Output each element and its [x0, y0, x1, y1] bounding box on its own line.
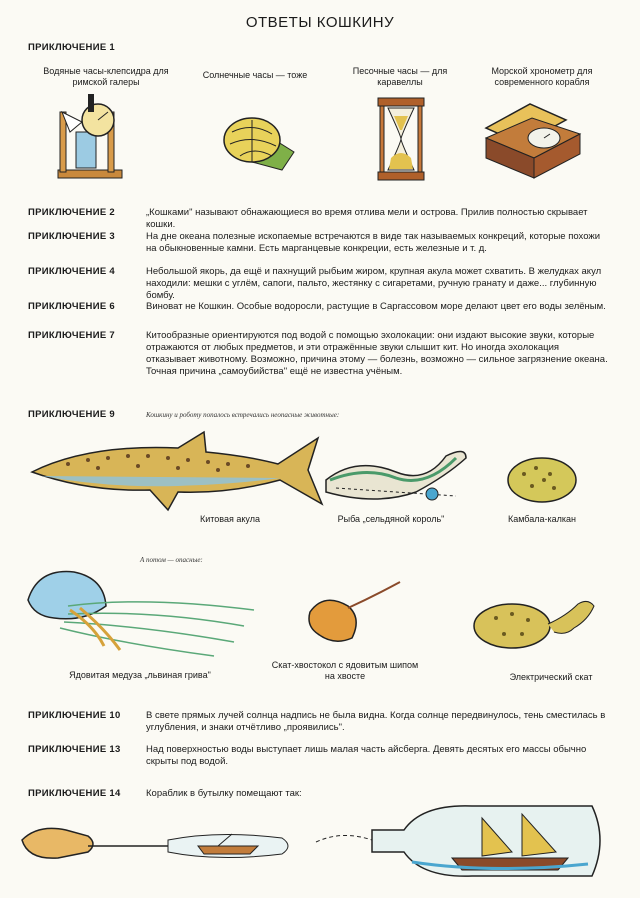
adventure-3-label: ПРИКЛЮЧЕНИЕ 3	[28, 231, 115, 242]
adventure-4-text: Небольшой якорь, да ещё и пахнущий рыбьим жиром, крупная акула может схватить. В желудках акул находили: мешки с углём, сапоги, пальто, жестянку с сигаретами, ручную гранату и даже... глубинную бомбу.	[146, 266, 602, 301]
oarfish-icon	[316, 436, 472, 508]
caption-electric-ray: Электрический скат	[509, 672, 593, 682]
adventure-2-label: ПРИКЛЮЧЕНИЕ 2	[28, 207, 115, 218]
caption-sundial: Солнечные часы — тоже	[202, 70, 308, 80]
adventure-9-label: ПРИКЛЮЧЕНИЕ 9	[28, 409, 115, 420]
caption-stingray: Скат-хвостокол с ядовитым шипом на хвосте	[271, 660, 419, 681]
caption-chronometer: Морской хронометр для современного корабля	[491, 66, 593, 87]
caption-water-clock: Водяные часы-клепсидра для римской галеры	[43, 66, 169, 87]
adventure-10-label: ПРИКЛЮЧЕНИЕ 10	[28, 710, 121, 721]
caption-hourglass: Песочные часы — для каравеллы	[352, 66, 448, 87]
electric-ray-icon	[470, 590, 600, 660]
caption-turbot: Камбала-калкан	[507, 514, 577, 524]
caption-oarfish: Рыба „сельдяной король"	[337, 514, 445, 524]
jellyfish-icon	[24, 566, 260, 662]
hand-with-ship-icon	[18, 816, 298, 876]
adventure-14-label: ПРИКЛЮЧЕНИЕ 14	[28, 788, 121, 799]
adventure-6-label: ПРИКЛЮЧЕНИЕ 6	[28, 301, 115, 312]
adventure-7-label: ПРИКЛЮЧЕНИЕ 7	[28, 330, 115, 341]
stingray-icon	[304, 578, 408, 648]
caption-whale-shark: Китовая акула	[200, 514, 260, 524]
adventure-7-text: Китообразные ориентируются под водой с помощью эхолокации: они издают высокие звуки, которые отражаются от любых предметов, и эти отражённые звуки слышит кит. Но иногда эхолокация отказывает животному. Возможно, причина этому — болезнь, возможно — сильное загрязнение океана. Точная причина „самоубийства" ещё не известна учёным.	[146, 330, 608, 377]
sundial-icon	[222, 112, 302, 174]
adventure-10-text: В свете прямых лучей солнца надпись не была видна. Когда солнце передвинулось, тень сместилась в углубления, и знаки отчётливо „проявились".	[146, 710, 606, 733]
adventure-3-text: На дне океана полезные ископаемые встречаются в виде так называемых конкреций, которые похожи на обыкновенные камни. Есть марганцевые конкреции, есть железные и т. д.	[146, 231, 601, 254]
page-title: ОТВЕТЫ КОШКИНУ	[245, 14, 395, 31]
safe-animals-note: Кошкину и роботу попалось встречались неопасные животные:	[146, 411, 340, 419]
adventure-2-text: „Кошками" называют обнажающиеся во время отлива мели и острова. Прилив полностью скрывает кошки.	[146, 207, 588, 230]
ship-in-bottle-icon	[312, 800, 612, 884]
whale-shark-icon	[28, 430, 328, 512]
adventure-1-label: ПРИКЛЮЧЕНИЕ 1	[28, 42, 115, 53]
adventure-13-text: Над поверхностью воды выступает лишь малая часть айсберга. Девять десятых его массы обычно скрыты под водой.	[146, 744, 587, 767]
adventure-4-label: ПРИКЛЮЧЕНИЕ 4	[28, 266, 115, 277]
adventure-13-label: ПРИКЛЮЧЕНИЕ 13	[28, 744, 121, 755]
hourglass-icon	[376, 96, 426, 182]
dangerous-animals-note: А потом — опасные:	[140, 556, 203, 564]
adventure-6-text: Виноват не Кошкин. Особые водоросли, растущие в Саргассовом море делают цвет его воды зелёным.	[146, 301, 606, 312]
adventure-14-text: Кораблик в бутылку помещают так:	[146, 788, 302, 799]
chronometer-icon	[478, 100, 584, 180]
turbot-icon	[504, 454, 582, 508]
water-clock-icon	[52, 92, 132, 182]
caption-jellyfish: Ядовитая медуза „львиная грива"	[69, 670, 211, 680]
